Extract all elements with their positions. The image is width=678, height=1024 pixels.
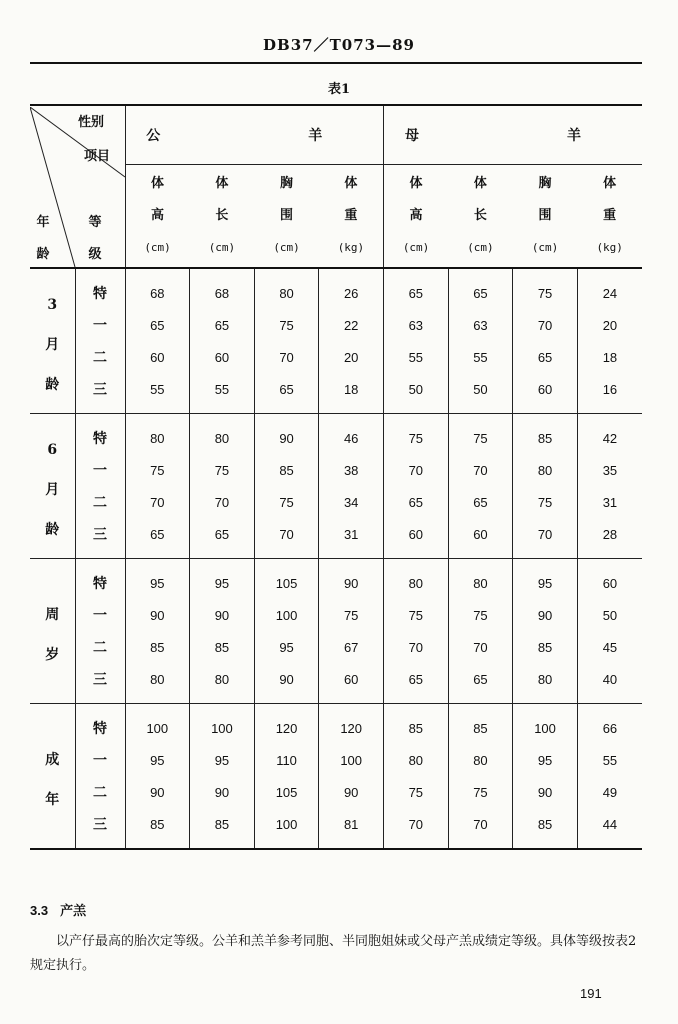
grade-cell: 二 bbox=[75, 776, 125, 808]
value-cell: 70 bbox=[384, 808, 449, 849]
section-number: 3.3 bbox=[30, 903, 49, 918]
grade-cell: 二 bbox=[75, 631, 125, 663]
value-cell: 60 bbox=[577, 559, 642, 600]
diagonal-header bbox=[30, 107, 125, 267]
value-cell: 100 bbox=[254, 599, 319, 631]
value-cell: 90 bbox=[254, 414, 319, 455]
grade-cell: 特 bbox=[75, 559, 125, 600]
age-group-cell bbox=[30, 559, 75, 704]
value-cell: 60 bbox=[190, 341, 255, 373]
value-cell: 22 bbox=[319, 309, 384, 341]
value-cell: 75 bbox=[513, 268, 578, 309]
value-cell: 85 bbox=[513, 631, 578, 663]
value-cell: 16 bbox=[602, 381, 618, 397]
value-cell: 24 bbox=[602, 285, 618, 301]
section-heading bbox=[30, 900, 86, 919]
table-row bbox=[30, 486, 642, 518]
value-cell: 60 bbox=[319, 663, 384, 704]
value-cell: 90 bbox=[513, 599, 578, 631]
measure-name-char: 体 bbox=[215, 176, 229, 191]
value-cell: 100 bbox=[254, 808, 319, 849]
value-cell: 65 bbox=[448, 663, 513, 704]
grade-cell: 特 bbox=[75, 268, 125, 309]
value-cell: 95 bbox=[254, 631, 319, 663]
value-cell: 80 bbox=[254, 268, 319, 309]
table-row bbox=[30, 808, 642, 849]
table-row bbox=[30, 744, 642, 776]
value-cell: 70 bbox=[384, 454, 449, 486]
measure-name-char: 长 bbox=[215, 208, 229, 223]
value-cell: 65 bbox=[384, 268, 449, 309]
age-group-cell bbox=[30, 268, 75, 414]
header-rule bbox=[30, 62, 642, 64]
value-cell: 80 bbox=[448, 744, 513, 776]
value-cell: 65 bbox=[190, 309, 255, 341]
value-cell: 68 bbox=[190, 268, 255, 309]
measure-name-char: 围 bbox=[280, 208, 294, 223]
measure-name-char: 体 bbox=[344, 176, 358, 191]
corner-grade-label: 等级 bbox=[88, 214, 102, 262]
value-cell: 18 bbox=[602, 349, 618, 365]
value-cell: 75 bbox=[384, 776, 449, 808]
age-group-char: 6 bbox=[47, 442, 58, 458]
grading-table-wrapper bbox=[30, 104, 642, 850]
measure-name-char: 胸 bbox=[280, 176, 294, 191]
measure-header-2 bbox=[254, 165, 319, 269]
male-sheep-header: 公 羊 bbox=[125, 105, 384, 165]
measure-unit: (kg) bbox=[337, 241, 365, 254]
value-cell: 85 bbox=[513, 414, 578, 455]
value-cell: 100 bbox=[513, 704, 578, 745]
value-cell: 55 bbox=[190, 373, 255, 414]
value-cell: 80 bbox=[384, 744, 449, 776]
value-cell: 95 bbox=[513, 559, 578, 600]
measure-header-0 bbox=[125, 165, 190, 269]
value-cell: 80 bbox=[125, 663, 190, 704]
value-cell: 65 bbox=[254, 373, 319, 414]
value-cell: 105 bbox=[254, 776, 319, 808]
grading-table bbox=[30, 104, 642, 850]
value-cell: 60 bbox=[384, 518, 449, 559]
table-row bbox=[30, 373, 642, 414]
value-cell: 85 bbox=[254, 454, 319, 486]
value-cell: 81 bbox=[319, 808, 384, 849]
value-cell: 20 bbox=[319, 341, 384, 373]
value-cell: 65 bbox=[448, 268, 513, 309]
value-cell: 60 bbox=[448, 518, 513, 559]
grade-cell: 特 bbox=[75, 414, 125, 455]
value-cell: 110 bbox=[254, 744, 319, 776]
value-cell: 70 bbox=[190, 486, 255, 518]
value-cell: 80 bbox=[190, 414, 255, 455]
value-cell: 46 bbox=[319, 414, 384, 455]
value-cell: 50 bbox=[384, 373, 449, 414]
value-cell: 75 bbox=[448, 599, 513, 631]
value-cell: 75 bbox=[384, 599, 449, 631]
table-row bbox=[30, 309, 642, 341]
document-code: DB37／T073—89 bbox=[263, 36, 415, 54]
value-cell: 95 bbox=[190, 744, 255, 776]
measure-name-char: 体 bbox=[603, 176, 617, 191]
value-cell: 50 bbox=[448, 373, 513, 414]
value-cell: 20 bbox=[602, 317, 618, 333]
measure-name-char: 体 bbox=[409, 176, 423, 191]
measure-unit: (cm) bbox=[402, 241, 430, 254]
value-cell: 31 bbox=[602, 494, 618, 510]
age-group-char: 3 bbox=[47, 297, 58, 313]
measure-unit: (cm) bbox=[273, 241, 300, 254]
age-group-char: 岁 bbox=[45, 647, 60, 663]
value-cell: 63 bbox=[448, 309, 513, 341]
table-row bbox=[30, 341, 642, 373]
value-cell: 66 bbox=[577, 704, 642, 745]
value-cell: 100 bbox=[190, 704, 255, 745]
value-cell: 85 bbox=[384, 704, 449, 745]
table-row bbox=[30, 414, 642, 455]
value-cell: 100 bbox=[319, 744, 384, 776]
value-cell: 35 bbox=[602, 462, 618, 478]
value-cell: 55 bbox=[125, 373, 190, 414]
measure-unit: (cm) bbox=[531, 241, 559, 254]
value-cell: 75 bbox=[125, 454, 190, 486]
measure-header-4 bbox=[384, 165, 449, 269]
measure-unit: (cm) bbox=[144, 241, 171, 254]
value-cell: 95 bbox=[190, 559, 255, 600]
value-cell: 105 bbox=[254, 559, 319, 600]
value-cell: 90 bbox=[125, 776, 190, 808]
value-cell: 90 bbox=[319, 776, 384, 808]
value-cell: 60 bbox=[125, 341, 190, 373]
value-cell: 44 bbox=[577, 808, 642, 849]
value-cell: 70 bbox=[254, 341, 319, 373]
value-cell: 75 bbox=[319, 599, 384, 631]
grade-cell: 二 bbox=[75, 341, 125, 373]
value-cell: 70 bbox=[254, 518, 319, 559]
measure-name-char: 体 bbox=[473, 176, 487, 191]
value-cell: 63 bbox=[384, 309, 449, 341]
table-row bbox=[30, 776, 642, 808]
grade-cell: 一 bbox=[75, 599, 125, 631]
age-group-char: 成 bbox=[45, 752, 60, 768]
value-cell: 49 bbox=[602, 784, 618, 800]
value-cell: 65 bbox=[384, 663, 449, 704]
value-cell: 120 bbox=[254, 704, 319, 745]
value-cell: 65 bbox=[125, 518, 190, 559]
page-number: 191 bbox=[580, 986, 602, 1001]
age-group-char: 年 bbox=[45, 792, 60, 808]
age-group-char: 周 bbox=[45, 607, 60, 623]
measure-name-char: 高 bbox=[409, 208, 423, 223]
value-cell: 50 bbox=[602, 607, 618, 623]
value-cell: 60 bbox=[513, 373, 578, 414]
value-cell: 85 bbox=[125, 808, 190, 849]
table-caption: 表1 bbox=[327, 82, 351, 97]
value-cell: 70 bbox=[448, 454, 513, 486]
value-cell: 38 bbox=[319, 454, 384, 486]
value-cell: 90 bbox=[190, 599, 255, 631]
table-row bbox=[30, 704, 642, 745]
value-cell: 80 bbox=[513, 663, 578, 704]
value-cell: 67 bbox=[319, 631, 384, 663]
measure-name-char: 围 bbox=[538, 208, 552, 223]
measure-header-5 bbox=[448, 165, 513, 269]
corner-sex-label: 性别 bbox=[78, 114, 105, 130]
measure-name-char: 重 bbox=[344, 208, 358, 223]
age-group-char: 月 bbox=[45, 337, 60, 353]
section-paragraph: 以产仔最高的胎次定等级。公羊和羔羊参考同胞、半同胞姐妹或父母产羔成绩定等级。具体等级按表2规定执行。 bbox=[30, 934, 637, 973]
grade-cell: 一 bbox=[75, 454, 125, 486]
table-row bbox=[30, 559, 642, 600]
corner-header-cell bbox=[30, 105, 125, 268]
measure-header-1 bbox=[190, 165, 255, 269]
value-cell: 70 bbox=[513, 518, 578, 559]
measure-name-char: 高 bbox=[151, 208, 165, 223]
table-row bbox=[30, 663, 642, 704]
value-cell: 18 bbox=[319, 373, 384, 414]
value-cell: 31 bbox=[319, 518, 384, 559]
value-cell: 65 bbox=[190, 518, 255, 559]
age-group-cell bbox=[30, 414, 75, 559]
value-cell: 68 bbox=[125, 268, 190, 309]
value-cell: 70 bbox=[513, 309, 578, 341]
value-cell: 85 bbox=[513, 808, 578, 849]
measure-unit: (cm) bbox=[208, 241, 236, 254]
age-group-cell bbox=[30, 704, 75, 850]
measure-unit: (cm) bbox=[467, 241, 494, 254]
grade-cell: 三 bbox=[75, 373, 125, 414]
value-cell: 90 bbox=[125, 599, 190, 631]
value-cell: 75 bbox=[448, 414, 513, 455]
value-cell: 80 bbox=[513, 454, 578, 486]
value-cell: 85 bbox=[190, 808, 255, 849]
value-cell: 80 bbox=[190, 663, 255, 704]
value-cell: 45 bbox=[602, 639, 618, 655]
value-cell: 65 bbox=[448, 486, 513, 518]
value-cell: 26 bbox=[319, 268, 384, 309]
age-group-char: 龄 bbox=[45, 522, 60, 538]
grade-cell: 三 bbox=[75, 663, 125, 704]
value-cell: 75 bbox=[190, 454, 255, 486]
value-cell: 34 bbox=[319, 486, 384, 518]
measure-header-3 bbox=[319, 165, 384, 269]
value-cell: 120 bbox=[319, 704, 384, 745]
value-cell: 80 bbox=[384, 559, 449, 600]
table-row bbox=[30, 268, 642, 309]
value-cell: 70 bbox=[448, 808, 513, 849]
value-cell: 85 bbox=[190, 631, 255, 663]
value-cell: 95 bbox=[513, 744, 578, 776]
value-cell: 40 bbox=[602, 671, 618, 687]
value-cell: 55 bbox=[602, 752, 618, 768]
age-group-char: 龄 bbox=[45, 377, 60, 393]
value-cell: 65 bbox=[384, 486, 449, 518]
value-cell: 55 bbox=[384, 341, 449, 373]
value-cell: 90 bbox=[254, 663, 319, 704]
value-cell: 100 bbox=[125, 704, 190, 745]
value-cell: 70 bbox=[384, 631, 449, 663]
value-cell: 75 bbox=[384, 414, 449, 455]
value-cell: 75 bbox=[254, 309, 319, 341]
value-cell: 75 bbox=[513, 486, 578, 518]
corner-age-label: 年龄 bbox=[36, 214, 50, 262]
value-cell: 90 bbox=[319, 559, 384, 600]
age-group-char: 月 bbox=[45, 482, 60, 498]
measure-name-char: 胸 bbox=[538, 176, 552, 191]
value-cell: 75 bbox=[254, 486, 319, 518]
value-cell: 80 bbox=[125, 414, 190, 455]
table-row bbox=[30, 599, 642, 631]
value-cell: 42 bbox=[577, 414, 642, 455]
table-row bbox=[30, 518, 642, 559]
corner-item-label: 项目 bbox=[83, 148, 110, 164]
value-cell: 70 bbox=[448, 631, 513, 663]
female-sheep-header: 母 羊 bbox=[384, 105, 643, 165]
grade-cell: 特 bbox=[75, 704, 125, 745]
value-cell: 65 bbox=[125, 309, 190, 341]
measure-header-7 bbox=[577, 165, 642, 269]
measure-name-char: 长 bbox=[473, 208, 487, 223]
measure-unit: (kg) bbox=[596, 241, 623, 254]
grade-cell: 二 bbox=[75, 486, 125, 518]
value-cell: 85 bbox=[448, 704, 513, 745]
grade-cell: 一 bbox=[75, 744, 125, 776]
value-cell: 65 bbox=[513, 341, 578, 373]
grade-cell: 一 bbox=[75, 309, 125, 341]
measure-name-char: 体 bbox=[151, 176, 165, 191]
grade-cell: 三 bbox=[75, 518, 125, 559]
table-row bbox=[30, 454, 642, 486]
value-cell: 95 bbox=[125, 744, 190, 776]
value-cell: 55 bbox=[448, 341, 513, 373]
value-cell: 70 bbox=[125, 486, 190, 518]
value-cell: 80 bbox=[448, 559, 513, 600]
grade-cell: 三 bbox=[75, 808, 125, 849]
value-cell: 95 bbox=[125, 559, 190, 600]
value-cell: 75 bbox=[448, 776, 513, 808]
table-row bbox=[30, 631, 642, 663]
section-title: 产羔 bbox=[60, 904, 87, 919]
value-cell: 90 bbox=[513, 776, 578, 808]
value-cell: 28 bbox=[602, 526, 618, 542]
measure-header-6 bbox=[513, 165, 578, 269]
measure-name-char: 重 bbox=[603, 208, 617, 223]
value-cell: 90 bbox=[190, 776, 255, 808]
value-cell: 85 bbox=[125, 631, 190, 663]
